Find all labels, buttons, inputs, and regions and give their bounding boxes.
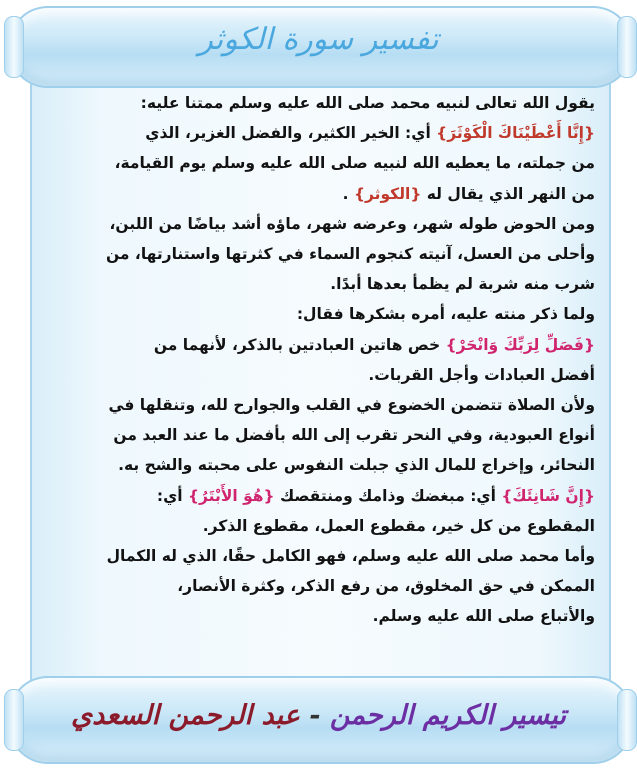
text-line (42, 209, 595, 239)
footer-credit (0, 700, 637, 731)
text-line (42, 179, 595, 209)
text-line (42, 299, 595, 329)
text-line (42, 511, 595, 541)
text-segment: أي: الخير الكثير، والفضل الغزير، الذي (145, 124, 437, 143)
text-line (42, 360, 595, 390)
text-segment: وأما محمد صلى الله عليه وسلم، فهو الكامل حقًا، الذي له الكمال (106, 547, 595, 566)
text-segment: أنواع العبودية، وفي النحر تقرب إلى الله بأفضل ما عند العبد من (113, 426, 595, 445)
text-segment: يقول الله تعالى لنبيه محمد صلى الله عليه وسلم ممتنا عليه: (140, 94, 595, 112)
text-line (42, 88, 595, 118)
text-line (42, 420, 595, 450)
text-segment: ولما ذكر منته عليه، أمره بشكرها فقال: (296, 305, 595, 324)
author-name: عبد الرحمن السعدي (71, 700, 300, 731)
text-segment: أي: مبغضك وذامك ومنتقصك (274, 486, 502, 505)
text-segment: ولأن الصلاة تتضمن الخضوع في القلب والجوارح لله، وتنقلها في (108, 396, 595, 415)
quran-verse: {فَصَلِّ لِرَبِّكَ وَانْحَرْ} (445, 335, 595, 354)
text-line (42, 450, 595, 480)
page-title: تفسير سورة الكوثر (198, 22, 439, 57)
quran-verse: {إِنَّا أَعْطَيْنَاكَ الْكَوْثَرَ} (436, 124, 595, 143)
text-segment: وأحلى من العسل، آنيته كنجوم السماء في كثرتها واستنارتها، من (105, 245, 595, 264)
quran-verse: {هُوَ الأَبْتَرُ} (188, 486, 275, 505)
text-line (42, 601, 595, 631)
text-segment: أفضل العبادات وأجل القربات. (368, 365, 595, 384)
text-segment: ومن الحوض طوله شهر، وعرضه شهر، ماؤه أشد بياضًا من اللبن، (109, 214, 595, 233)
text-line (42, 239, 595, 269)
text-line (42, 269, 595, 299)
text-line (42, 571, 595, 601)
text-line (42, 481, 595, 511)
text-line (42, 118, 595, 148)
book-title: تيسير الكريم الرحمن (329, 700, 566, 731)
text-segment: من النهر الذي يقال له (421, 184, 595, 203)
text-segment: أي: (156, 486, 188, 505)
text-segment: المقطوع من كل خير، مقطوع العمل، مقطوع الذكر. (202, 516, 595, 535)
text-line (42, 148, 595, 178)
text-segment: النحائر، وإخراج للمال الذي جبلت النفوس على محبته والشح به. (118, 456, 595, 475)
text-segment: . (342, 184, 354, 203)
text-line (42, 390, 595, 420)
text-line (42, 330, 595, 360)
text-segment: الممكن في حق المخلوق، من رفع الذكر، وكثرة الأنصار، (177, 577, 595, 596)
text-segment: والأتباع صلى الله عليه وسلم. (372, 607, 595, 626)
text-segment: شرب منه شربة لم يظمأ بعدها أبدًا. (330, 275, 595, 294)
text-line (42, 541, 595, 571)
quran-verse: {إِنَّ شَانِئَكَ} (501, 486, 595, 505)
footer-separator: - (299, 700, 330, 731)
tafsir-body (42, 88, 595, 632)
text-segment: خص هاتين العبادتين بالذكر، لأنهما من (153, 335, 446, 354)
quran-verse: {الكوثر} (353, 184, 422, 203)
text-segment: من جملته، ما يعطيه الله لنبيه صلى الله عليه وسلم يوم القيامة، (114, 154, 595, 173)
